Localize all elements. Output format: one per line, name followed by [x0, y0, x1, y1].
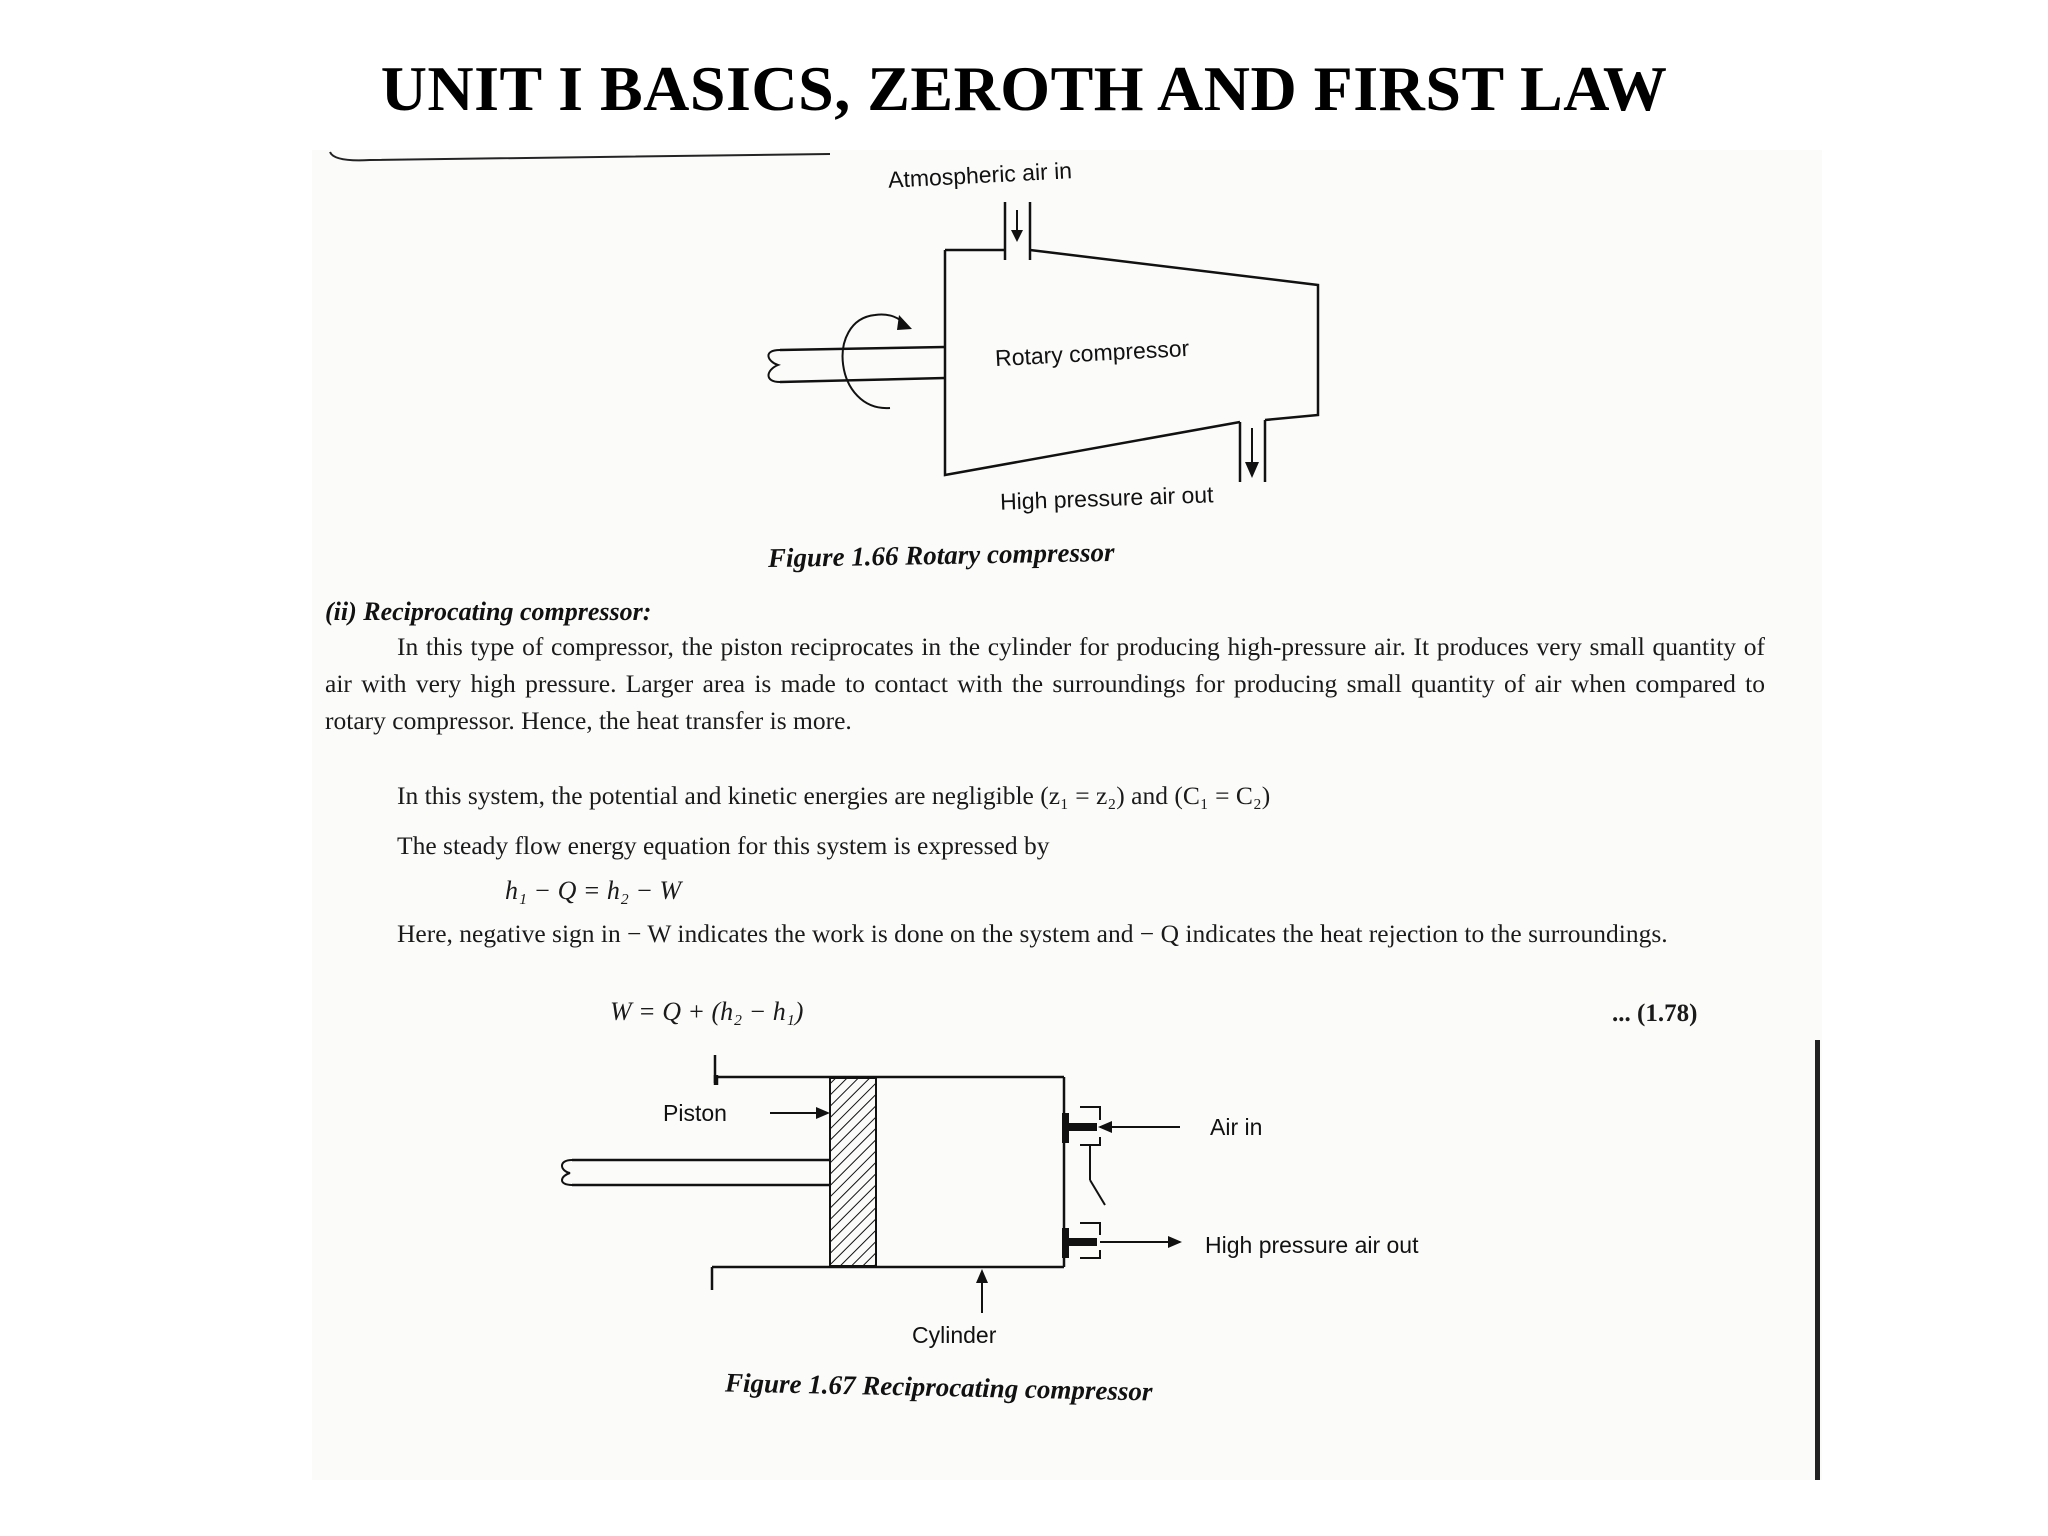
section-heading: (ii) Reciprocating compressor: [325, 597, 652, 626]
equation-2-number: ... (1.78) [1612, 1000, 1698, 1027]
equation-1: h₁ − Q = h₂ − W [505, 876, 682, 905]
recip-label-air-in: Air in [1210, 1114, 1263, 1140]
paragraph-3: The steady flow energy equation for this system is expressed by [397, 831, 1050, 860]
rotary-label-air-out: High pressure air out [999, 481, 1214, 515]
figure-1-67-caption: Figure 1.67 Reciprocating compressor [724, 1367, 1153, 1407]
rotary-label-body: Rotary compressor [994, 334, 1190, 372]
paragraph-1: In this type of compressor, the piston reciprocates in the cylinder for producing high-pressure air. It produces very small quantity of air with very high pressure. Larger area is made to contact with the surroundings for producing small quantity of air when compared to rotary compressor. Hence, the heat transfer is more. [325, 632, 1765, 735]
reciprocating-compressor-diagram [540, 1045, 1340, 1345]
slide-title: UNIT I BASICS, ZEROTH AND FIRST LAW [380, 53, 1668, 124]
recip-label-piston: Piston [663, 1100, 727, 1126]
recip-label-cylinder: Cylinder [912, 1322, 997, 1348]
paragraph-2: In this system, the potential and kinetic energies are negligible (z₁ = z₂) and (C₁ = C₂) [397, 781, 1271, 810]
top-rule [330, 148, 850, 168]
equation-2: W = Q + (h₂ − h₁) [610, 997, 804, 1026]
scan-edge-shadow [1815, 1040, 1820, 1480]
paragraph-4: Here, negative sign in − W indicates the work is done on the system and − Q indicates the heat rejection to the surroundings. [397, 919, 1668, 948]
recip-label-air-out: High pressure air out [1205, 1232, 1419, 1258]
rotary-label-air-in: Atmospheric air in [887, 157, 1073, 193]
figure-1-66-caption: Figure 1.66 Rotary compressor [767, 536, 1115, 574]
